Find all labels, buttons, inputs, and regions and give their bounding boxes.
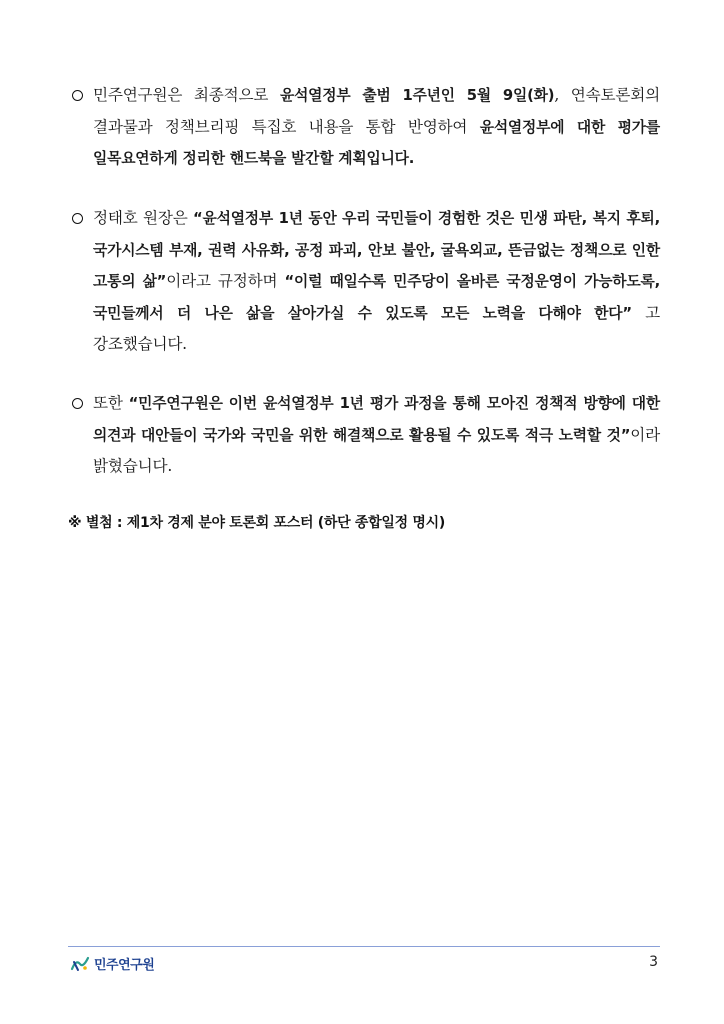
paragraph-3-text <box>68 388 660 482</box>
paragraph-2 <box>68 203 660 360</box>
paragraph-2-run-4: “이럴 때일수록 민주당이 올바른 국정운영이 가능하도록, 국민들께서 더 나은 삶을 살아가실 수 있도록 모든 노력을 다해야 한다” <box>93 273 661 322</box>
democratic-research-institute-logo-icon <box>70 956 90 972</box>
paragraph-1-run-2: 윤석열정부 출범 1주년인 5월 9일(화) <box>279 87 555 104</box>
paragraph-2-run-2: “윤석열정부 1년 동안 우리 국민들이 경험한 것은 민생 파탄, 복지 후퇴, 국가시스템 부재, 권력 사유화, 공정 파괴, 안보 불안, 굴욕외교, 뜬금없는 정책으로 인한 고통의 삶” <box>93 210 660 290</box>
paragraph-1-run-1: 민주연구원은 최종적으로 <box>93 86 280 104</box>
paragraph-1-run-3: , 연속토론회의 결과물과 정책브리핑 특집호 내용을 통합 반영하여 <box>93 86 660 136</box>
paragraph-2-run-3: 이라고 규정하며 <box>166 272 285 290</box>
attachment-note: ※ 별첨 : 제1차 경제 분야 토론회 포스터 (하단 종합일정 명시) <box>68 515 445 531</box>
paragraph-1 <box>68 80 660 175</box>
paragraph-3-run-3: 이라 밝혔습니다. <box>93 425 660 475</box>
footer-org-name: 민주연구원 <box>94 958 155 973</box>
footer-logo <box>70 954 154 973</box>
footer-divider <box>68 946 660 947</box>
paragraph-3-run-1: 또한 <box>93 394 129 412</box>
paragraph-2-text <box>68 203 660 360</box>
page-number: 3 <box>649 954 658 970</box>
paragraph-3-run-2: “민주연구원은 이번 윤석열정부 1년 평가 과정을 통해 모아진 정책적 방향에 대한 의견과 대안들이 국가와 국민을 위한 해결책으로 활용될 수 있도록 적극 노력할 것” <box>93 395 660 444</box>
paragraph-2-run-5: 고 강조했습니다. <box>93 303 660 353</box>
paragraph-1-run-4: 윤석열정부에 대한 평가를 일목요연하게 정리한 핸드북을 발간할 계획입니다. <box>93 118 660 167</box>
bullet-circle-icon <box>69 203 85 234</box>
bullet-circle-icon <box>69 80 85 111</box>
paragraph-1-text <box>68 80 660 175</box>
paragraph-3 <box>68 388 660 482</box>
paragraph-2-run-1: 정태호 원장은 <box>93 209 193 227</box>
bullet-circle-icon <box>69 388 85 419</box>
